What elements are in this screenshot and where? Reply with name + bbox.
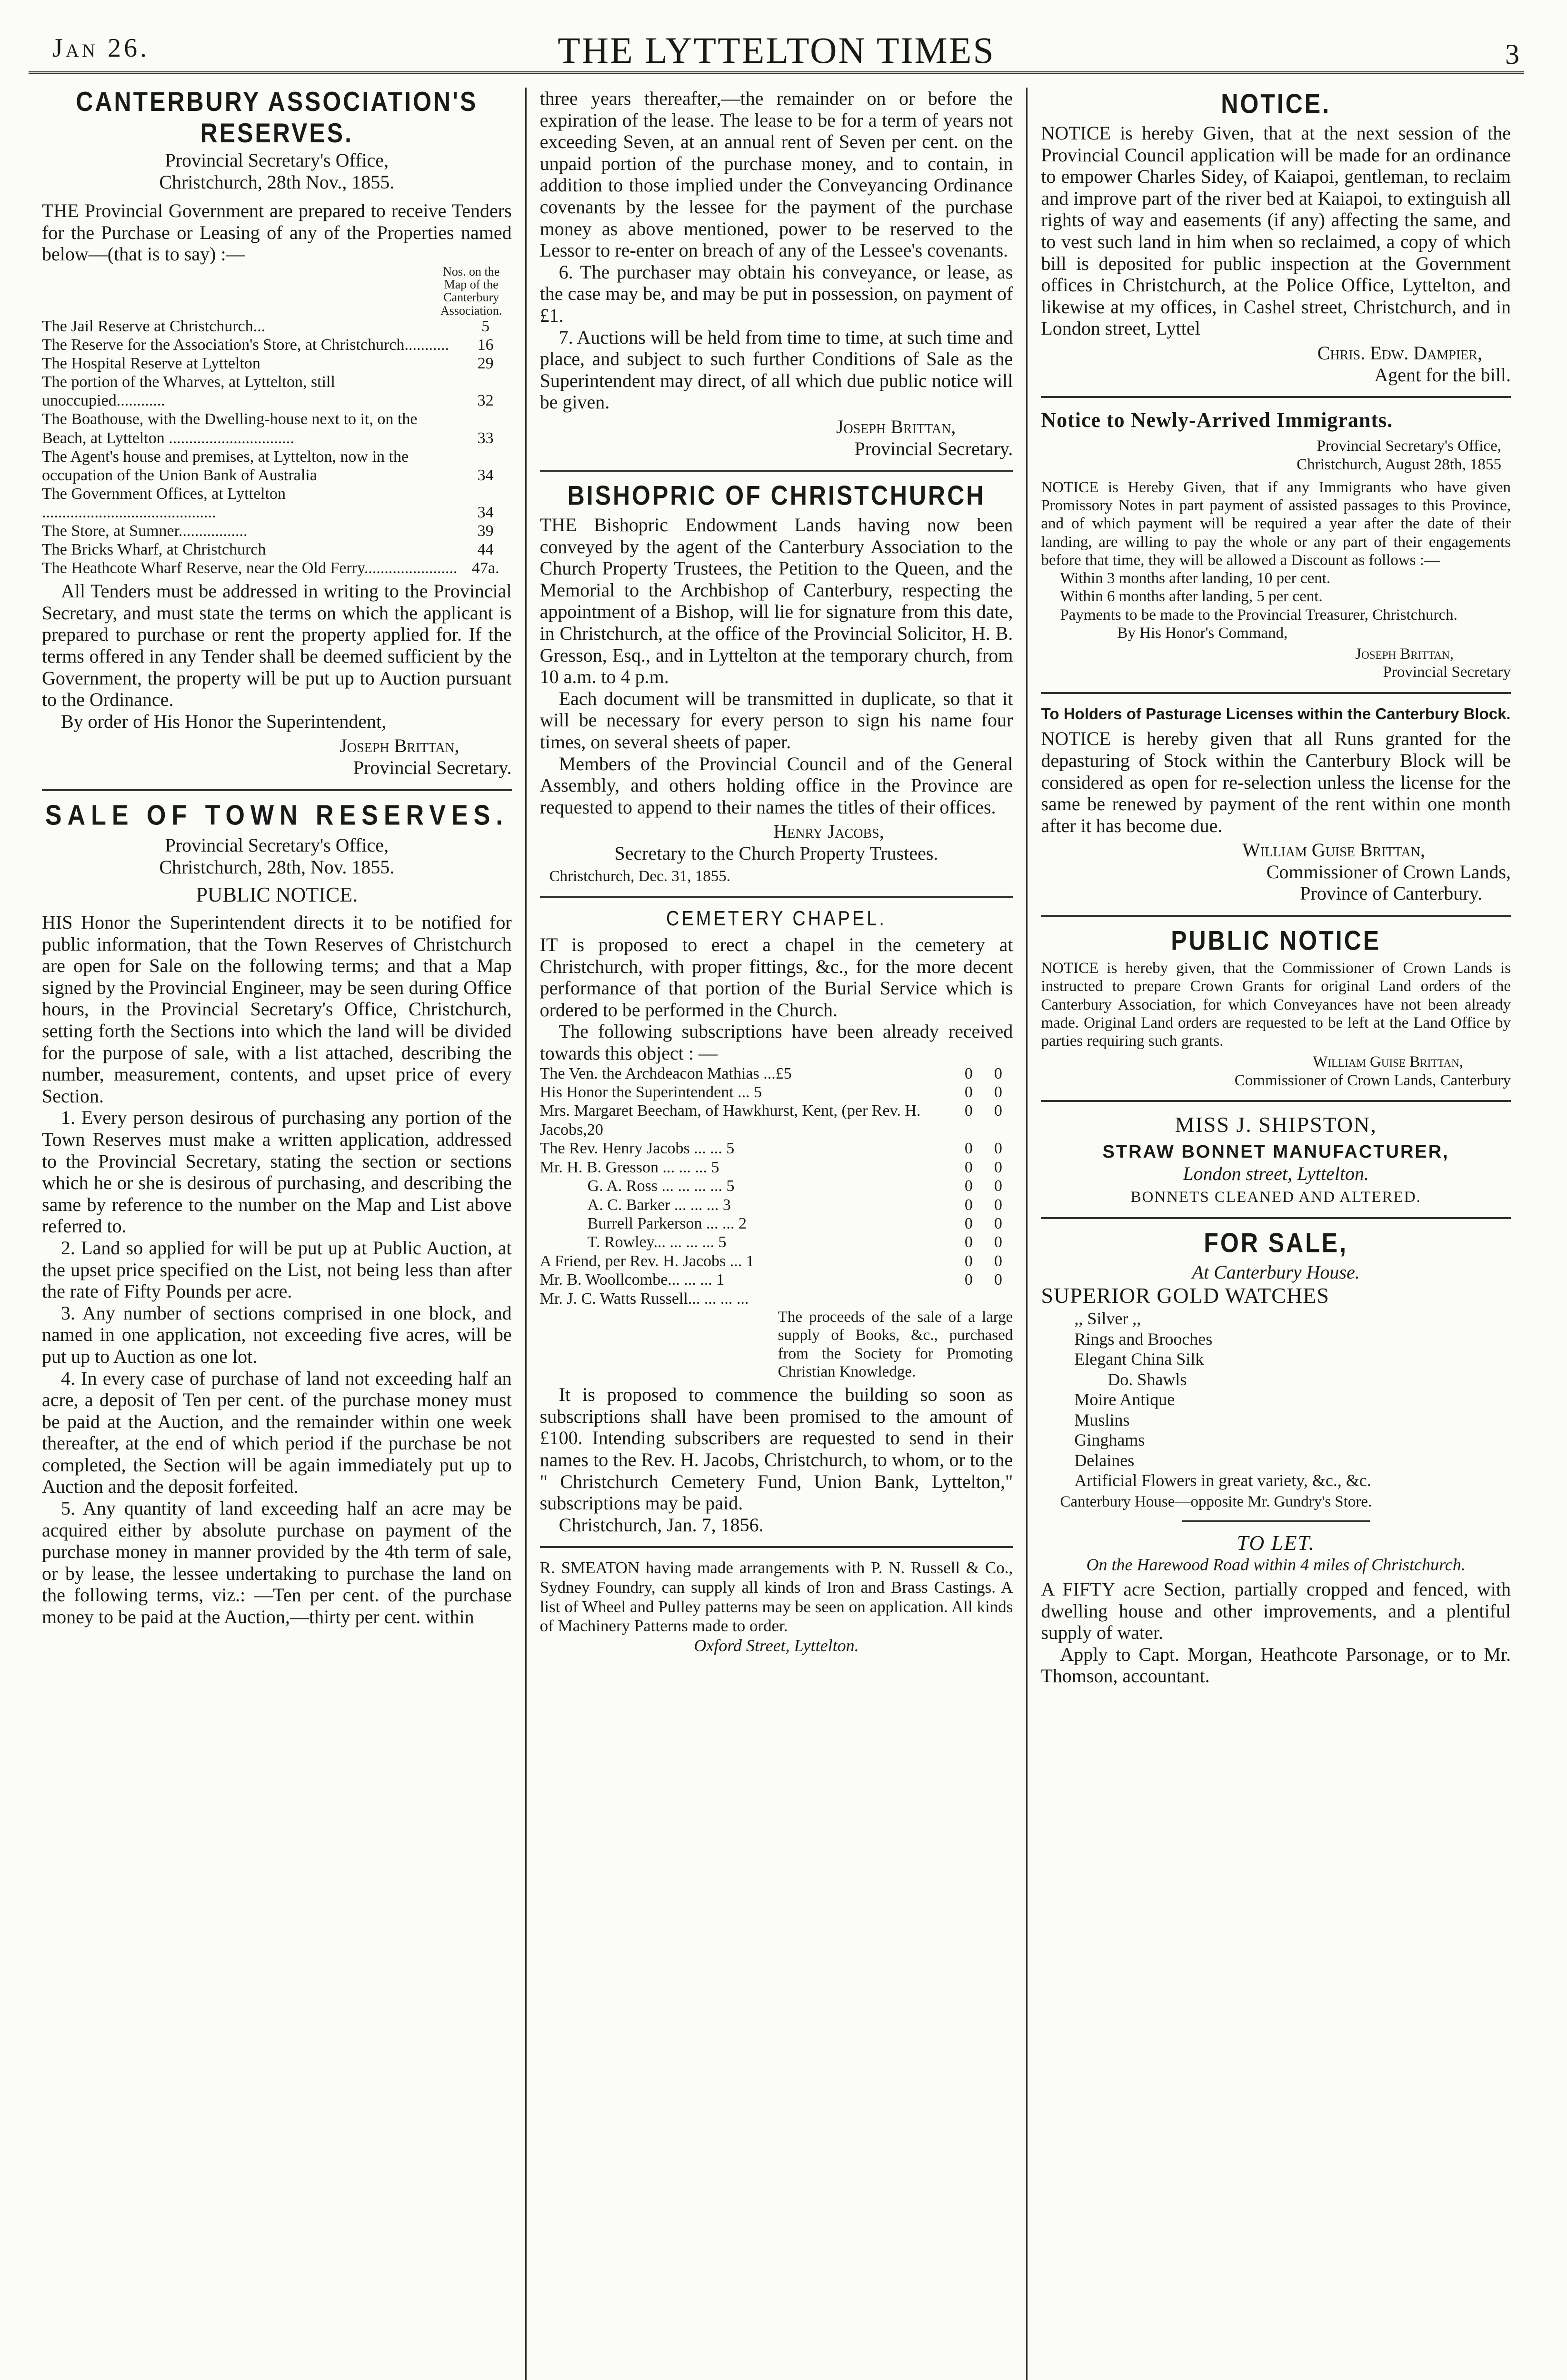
row-num: 32 — [477, 392, 494, 410]
reserves-office: Provincial Secretary's Office, — [165, 149, 389, 171]
list-item: Rings and Brooches — [1074, 1329, 1213, 1349]
row-name: The Boathouse, with the Dwelling-house next to it, on the Beach, at Lyttelton ............................... — [42, 410, 418, 447]
smeaton-address: Oxford Street, Lyttelton. — [694, 1636, 859, 1655]
for-sale-ad — [1041, 1227, 1511, 1511]
to-let-heading: TO LET. — [1237, 1531, 1315, 1555]
town-term-3: 3. Any number of sections comprised in one block, and named in one application, not exceeding five acres, will be put up to Auction as one lot. — [42, 1302, 512, 1367]
row-name: The Store, at Sumner................. — [42, 522, 248, 540]
sub-pence: 0 — [994, 1158, 1002, 1176]
pasturage-heading: To Holders of Pasturage Licenses within the Canterbury Block. — [1041, 704, 1511, 723]
signature-title: Secretary to the Church Property Trustees. — [614, 843, 938, 864]
row-num: 47a. — [471, 559, 499, 577]
divider — [1041, 396, 1511, 398]
reserves-table-head: Nos. on the Map of the Canterbury Association. — [440, 264, 502, 317]
divider — [540, 470, 1013, 472]
table-row — [42, 522, 512, 540]
town-reserves-continued — [540, 88, 1013, 459]
russell-row — [540, 1289, 1013, 1308]
sub-pence: 0 — [994, 1252, 1002, 1270]
divider — [540, 1546, 1013, 1548]
bishopric-heading: BISHOPRIC OF CHRISTCHURCH — [567, 480, 986, 511]
cemetery-dateline: Christchurch, Jan. 7, 1856. — [559, 1514, 764, 1536]
table-row — [540, 1196, 1013, 1214]
signature-title: Provincial Secretary. — [353, 757, 512, 779]
table-row — [540, 1083, 1013, 1101]
table-row — [42, 373, 512, 410]
sub-pence: 0 — [994, 1196, 1002, 1214]
sub-pence: 0 — [994, 1271, 1002, 1289]
signature-title: Commissioner of Crown Lands, — [1266, 861, 1511, 883]
table-row — [540, 1064, 1013, 1083]
table-row — [42, 410, 512, 447]
table-row — [42, 317, 512, 336]
divider — [540, 896, 1013, 898]
notice-heading: NOTICE. — [1221, 88, 1331, 119]
sub-pence: 0 — [994, 1140, 1002, 1158]
sub-shillings: 0 — [964, 1196, 973, 1214]
list-item: Delaines — [1074, 1450, 1135, 1470]
immigrants-office: Provincial Secretary's Office, — [1317, 437, 1501, 455]
shipston-name: MISS J. SHIPSTON, — [1175, 1112, 1377, 1137]
sub-shillings: 0 — [964, 1271, 973, 1289]
sub-name: His Honor the Superintendent ... 5 — [539, 1083, 762, 1101]
sub-shillings: 0 — [964, 1102, 973, 1120]
immigrants-text: NOTICE is Hereby Given, that if any Immigrants who have given Promissory Notes in part payment of assisted passages to this Province, and of which payment will be required a year after the date of their landing, are willing to pay the whole or any part of their engagements before that time, they will be allowed a Discount as follows :— — [1041, 478, 1511, 569]
signature-title-2: Province of Canterbury. — [1300, 883, 1482, 904]
table-row — [42, 540, 512, 559]
immigrants-payments: Payments to be made to the Provincial Treasurer, Christchurch. — [1060, 606, 1457, 624]
row-num: 34 — [477, 503, 494, 521]
sub-pence: 0 — [994, 1233, 1002, 1251]
town-intro: HIS Honor the Superintendent directs it to be notified for public information, that the Town Reserves of Christchurch are open for Sale on the following terms; and that a Map signed by the Provincial Engineer, may be seen during Office hours, in the Provincial Secretary's Office, Christchurch, setting forth the Sections into which the land will be divided for the purpose of sale, with a list attached, describing the number, measurement, contents, and upset price of every Section. — [42, 912, 512, 1107]
row-name: The Government Offices, at Lyttelton ........................................... — [42, 485, 286, 521]
town-term-6: 6. The purchaser may obtain his conveyance, or lease, as the case may be, and may be put in possession, on payment of £1. — [539, 261, 1013, 326]
notice-ad — [1041, 90, 1511, 386]
sub-pence: 0 — [994, 1177, 1002, 1195]
town-office: Provincial Secretary's Office, — [165, 834, 389, 856]
newspaper-title: THE LYTTELTON TIMES — [558, 30, 995, 71]
sub-shillings: 0 — [964, 1252, 973, 1270]
shipston-trade: STRAW BONNET MANUFACTURER, — [1102, 1142, 1449, 1162]
signature-name: William Guise Brittan, — [1313, 1053, 1463, 1071]
sub-name: Mrs. Margaret Beecham, of Hawkhurst, Kent, (per Rev. H. Jacobs,20 — [539, 1102, 921, 1139]
sub-pence: 0 — [994, 1102, 1002, 1120]
goods-list — [1041, 1283, 1511, 1490]
pasturage-text: NOTICE is hereby given that all Runs granted for the depasturing of Stock within the Canterbury Block will be considered as open for re-selection unless the license for the same be renewed by payment of the rent within one month after it has become due. — [1041, 728, 1511, 836]
bishopric-signature — [540, 821, 1013, 864]
public-notice-ad — [1041, 927, 1511, 1090]
for-sale-footer: Canterbury House—opposite Mr. Gundry's Store. — [1060, 1493, 1372, 1510]
notice-text: NOTICE is hereby Given, that at the next session of the Provincial Council application will be made for an ordinance to empower Charles Sidey, of Kaiapoi, gentleman, to reclaim and improve part of the river bed at Kaiapoi, to extinguish all rights of way and easements (if any) affecting the same, and to vest such land in him when so reclaimed, a copy of which bill is deposited for public inspection at the Government offices in Christchurch, at the Police Office, Lyttelton, and likewise at my offices, in Cashel street, Christchurch, and in London street, Lyttel — [1041, 122, 1511, 339]
columns — [29, 88, 1524, 2380]
list-item: Moire Antique — [1074, 1390, 1175, 1409]
to-let-apply: Apply to Capt. Morgan, Heathcote Parsonage, or to Mr. Thomson, accountant. — [1041, 1643, 1511, 1687]
immigrants-date: Christchurch, August 28th, 1855 — [1297, 456, 1501, 473]
list-item: Muslins — [1074, 1410, 1130, 1429]
public-text: NOTICE is hereby given, that the Commissioner of Crown Lands is instructed to prepare Crown Grants for original Land orders of the Canterbury Association, for which Conveyances have not been already made. Original Land orders are requested to be left at the Land Office by parties requiring such grants. — [1041, 960, 1511, 1050]
town-term-7: 7. Auctions will be held from time to time, at such time and place, and subject to such further Conditions of Sale as the Superintendent may direct, of all which due public notice will be given. — [539, 326, 1013, 413]
sub-name: Burrell Parkerson ... ... 2 — [587, 1215, 747, 1232]
column-middle — [525, 88, 1028, 2380]
signature-title: Provincial Secretary. — [854, 437, 1013, 459]
column-left — [29, 88, 525, 2380]
list-item: Ginghams — [1074, 1430, 1145, 1450]
sub-name: The Ven. the Archdeacon Mathias ...£5 — [539, 1064, 792, 1082]
sub-name: T. Rowley... ... ... ... 5 — [587, 1233, 727, 1251]
signature-name: Joseph Brittan, — [836, 416, 956, 437]
table-row — [540, 1233, 1013, 1251]
table-row — [540, 1252, 1013, 1270]
town-continued: three years thereafter,—the remainder on or before the expiration of the lease. The lease to be for a term of years not exceeding Seven, at an annual rent of Seven per cent. on the unpaid portion of the purchase money, and to contain, in addition to those implied under the Conveyancing Ordinance covenants by the lessee for the payment of the purchase money as above mentioned, power to be reserved to the Lessor to re-enter on breach of any of the Lessee's covenants. — [539, 88, 1013, 261]
row-num: 39 — [477, 522, 494, 540]
sub-pence: 0 — [994, 1215, 1002, 1232]
table-row — [540, 1139, 1013, 1158]
table-row — [540, 1177, 1013, 1195]
list-item: ,, Silver ,, — [1074, 1309, 1141, 1329]
list-item: Do. Shawls — [1108, 1369, 1187, 1389]
reserves-body-2: By order of His Honor the Superintendent, — [61, 710, 387, 732]
russell-name: Mr. J. C. Watts Russell... ... ... ... — [539, 1289, 749, 1308]
town-term-2: 2. Land so applied for will be put up at Public Auction, at the upset price specified on the List, not being less than after the rate of Fifty Pounds per acre. — [42, 1237, 512, 1302]
row-name: The Bricks Wharf, at Christchurch — [42, 541, 266, 559]
row-num: 34 — [477, 466, 494, 484]
list-item: SUPERIOR GOLD WATCHES — [1041, 1283, 1329, 1308]
smeaton-text: R. SMEATON having made arrangements with P. N. Russell & Co., Sydney Foundry, can supply all kinds of Iron and Brass Castings. A list of Wheel and Pulley patterns may be seen on application. All kinds of Machinery Patterns made to order. — [539, 1558, 1013, 1636]
cemetery-body-3: It is proposed to commence the building so soon as subscriptions shall have been promised to the amount of £100. Intending subscribers are requested to send in their names to the Rev. H. Jacobs, Christchurch, to whom, or to the " Christchurch Cemetery Fund, Union Bank, Lyttelton," subscriptions may be paid. — [539, 1384, 1013, 1514]
table-row — [540, 1158, 1013, 1177]
to-let-sub: On the Harewood Road within 4 miles of Christchurch. — [1086, 1555, 1466, 1575]
reserves-date: Christchurch, 28th Nov., 1855. — [159, 171, 395, 193]
pasturage-signature — [1041, 839, 1511, 904]
sub-shillings: 0 — [964, 1215, 973, 1232]
bishopric-ad — [540, 482, 1013, 885]
shipston-ad — [1041, 1112, 1511, 1207]
table-row — [42, 336, 512, 354]
reserves-intro: THE Provincial Government are prepared to receive Tenders for the Purchase or Leasing of any of the Properties named below—(that is to say) :— — [42, 200, 512, 265]
town-heading: SALE OF TOWN RESERVES. — [45, 799, 509, 831]
shipston-tag: BONNETS CLEANED AND ALTERED. — [1130, 1189, 1421, 1206]
signature-name: Chris. Edw. Dampier, — [1317, 342, 1482, 364]
signature-name: William Guise Brittan, — [1242, 839, 1425, 861]
table-row — [42, 354, 512, 373]
divider — [1182, 1520, 1370, 1522]
public-notice-label: PUBLIC NOTICE. — [196, 883, 358, 906]
row-name: The portion of the Wharves, at Lyttelton, still unoccupied............ — [42, 373, 335, 410]
to-let-text: A FIFTY acre Section, partially cropped and fenced, with dwelling house and other improvements, and a plentiful supply of water. — [1041, 1578, 1511, 1644]
town-signature — [540, 416, 1013, 459]
sub-name: A. C. Barker ... ... ... 3 — [587, 1196, 731, 1214]
row-name: The Hospital Reserve at Lyttelton — [42, 355, 260, 373]
cemetery-body-1: IT is proposed to erect a chapel in the cemetery at Christchurch, with proper fittings, &c., for the more decent performance of that portion of the Burial Service which is ordered to be performed in the Church. — [539, 933, 1013, 1021]
cemetery-ad — [540, 908, 1013, 1536]
bishopric-body-3: Members of the Provincial Council and of the General Assembly, and others holding office in the Province are requested to append to their names the titles of their offices. — [539, 753, 1013, 818]
sub-shillings: 0 — [964, 1233, 973, 1251]
issue-date: Jan 26. — [52, 33, 150, 63]
for-sale-sub: At Canterbury House. — [1192, 1261, 1360, 1283]
subscriptions-table — [540, 1064, 1013, 1289]
table-row — [42, 447, 512, 485]
shipston-address: London street, Lyttelton. — [1183, 1162, 1369, 1184]
row-num: 16 — [477, 336, 494, 354]
sub-pence: 0 — [994, 1083, 1002, 1101]
divider — [1041, 915, 1511, 917]
table-row — [540, 1270, 1013, 1289]
row-name: The Heathcote Wharf Reserve, near the Old Ferry....................... — [42, 559, 458, 577]
row-num: 33 — [477, 429, 494, 447]
immigrants-signature — [1041, 645, 1511, 682]
town-term-1: 1. Every person desirous of purchasing any portion of the Town Reserves must make a written application, addressed to the Provincial Secretary, stating the section or sections which he or she is desirous of purchasing, and describing the same by reference to the number on the Map and List above referred to. — [42, 1107, 512, 1237]
for-sale-heading: FOR SALE, — [1204, 1227, 1348, 1258]
bishopric-body-1: THE Bishopric Endowment Lands having now been conveyed by the agent of the Canterbury Association to the Church Property Trustees, the Petition to the Queen, and the Memorial to the Archbishop of Canterbury, respecting the appointment of a Bishop, will lie for signature from this date, in Christchurch, at the office of the Provincial Solicitor, H. B. Gresson, Esq., and in Lyttelton at the temporary church, from 10 a.m. to 4 p.m. — [539, 514, 1013, 688]
divider — [1041, 692, 1511, 694]
row-name: The Jail Reserve at Christchurch... — [42, 317, 266, 335]
signature-name: Joseph Brittan, — [339, 735, 459, 757]
bishopric-dateline: Christchurch, Dec. 31, 1855. — [549, 867, 731, 885]
russell-note: The proceeds of the sale of a large supply of Books, &c., purchased from the Society for Promoting Christian Knowledge. — [778, 1309, 1013, 1380]
row-num: 44 — [477, 541, 494, 559]
bishopric-body-2: Each document will be transmitted in duplicate, so that it will be necessary for every person to sign his name four times, on several sheets of paper. — [539, 687, 1013, 753]
sub-name: Mr. H. B. Gresson ... ... ... 5 — [539, 1158, 719, 1176]
table-row — [540, 1214, 1013, 1233]
reserves-signature — [42, 735, 512, 778]
signature-name: Joseph Brittan, — [1355, 645, 1454, 663]
sub-name: A Friend, per Rev. H. Jacobs ... 1 — [539, 1252, 754, 1270]
cemetery-heading: CEMETERY CHAPEL. — [666, 907, 887, 931]
town-term-5: 5. Any quantity of land exceeding half an acre may be acquired either by absolute purchase on payment of the purchase money in manner provided by the 4th term of sale, or by lease, the lessee undertaking to purchase the land on the following terms, viz.: —Ten per cent. of the purchase money to be paid at the Auction,—thirty per cent. within — [42, 1497, 512, 1628]
table-row — [42, 559, 512, 577]
divider — [1041, 1100, 1511, 1102]
signature-title: Agent for the bill. — [1374, 364, 1511, 386]
discount-6-months: Within 6 months after landing, 5 per cent. — [1060, 588, 1323, 605]
list-item: Elegant China Silk — [1074, 1349, 1204, 1369]
reserves-ad — [42, 90, 512, 779]
column-right — [1028, 88, 1524, 2380]
sub-shillings: 0 — [964, 1083, 973, 1101]
divider — [42, 789, 512, 791]
to-let-ad — [1041, 1531, 1511, 1687]
signature-title: Provincial Secretary — [1383, 664, 1511, 681]
sub-name: G. A. Ross ... ... ... ... 5 — [587, 1177, 735, 1195]
notice-signature — [1041, 342, 1511, 386]
divider — [1041, 1217, 1511, 1219]
immigrants-heading: Notice to Newly-Arrived Immigrants. — [1041, 408, 1393, 432]
immigrants-command: By His Honor's Command, — [1117, 624, 1288, 642]
cemetery-body-2: The following subscriptions have been already received towards this object : — — [539, 1021, 1013, 1064]
sub-pence: 0 — [994, 1064, 1002, 1082]
public-signature — [1041, 1053, 1511, 1090]
reserves-table — [42, 317, 512, 577]
signature-name: Henry Jacobs, — [773, 821, 884, 843]
town-reserves-ad — [42, 799, 512, 1628]
table-row — [42, 485, 512, 522]
discount-3-months: Within 3 months after landing, 10 per cent. — [1060, 570, 1331, 587]
town-date: Christchurch, 28th, Nov. 1855. — [159, 856, 395, 878]
reserves-heading: CANTERBURY ASSOCIATION'S RESERVES. — [76, 88, 478, 149]
row-name: The Agent's house and premises, at Lyttelton, now in the occupation of the Union Bank of Australia — [42, 447, 409, 484]
immigrants-ad — [1041, 408, 1511, 682]
row-name: The Reserve for the Association's Store, at Christchurch........... — [42, 336, 449, 354]
sub-shillings: 0 — [964, 1158, 973, 1176]
sub-name: The Rev. Henry Jacobs ... ... 5 — [539, 1140, 735, 1158]
sub-shillings: 0 — [964, 1064, 973, 1082]
public-heading: PUBLIC NOTICE — [1171, 925, 1381, 956]
signature-title: Commissioner of Crown Lands, Canterbury — [1234, 1071, 1511, 1089]
sub-shillings: 0 — [964, 1140, 973, 1158]
row-num: 29 — [477, 355, 494, 373]
reserves-body-1: All Tenders must be addressed in writing to the Provincial Secretary, and must state the terms on which the applicant is prepared to purchase or rent the property applied for. If the terms offered in any Tender shall be deemed sufficient by the Government, the property will be put up to Auction pursuant to the Ordinance. — [42, 580, 512, 711]
pasturage-ad — [1041, 704, 1511, 904]
list-item: Artificial Flowers in great variety, &c., &c. — [1074, 1471, 1371, 1490]
sub-name: Mr. B. Woollcombe... ... ... 1 — [539, 1271, 725, 1289]
smeaton-ad — [540, 1558, 1013, 1656]
page-number: 3 — [1505, 39, 1519, 70]
masthead — [29, 0, 1524, 74]
town-term-4: 4. In every case of purchase of land not exceeding half an acre, a deposit of Ten per cent. of the purchase money must be paid at the Auction, and the remainder within one week thereafter, at the end of which period if the purchase be not completed, the Section will be again immediately put up to Auction and the deposit forfeited. — [42, 1367, 512, 1497]
row-num: 5 — [481, 317, 490, 335]
table-row — [540, 1101, 1013, 1139]
sub-shillings: 0 — [964, 1177, 973, 1195]
